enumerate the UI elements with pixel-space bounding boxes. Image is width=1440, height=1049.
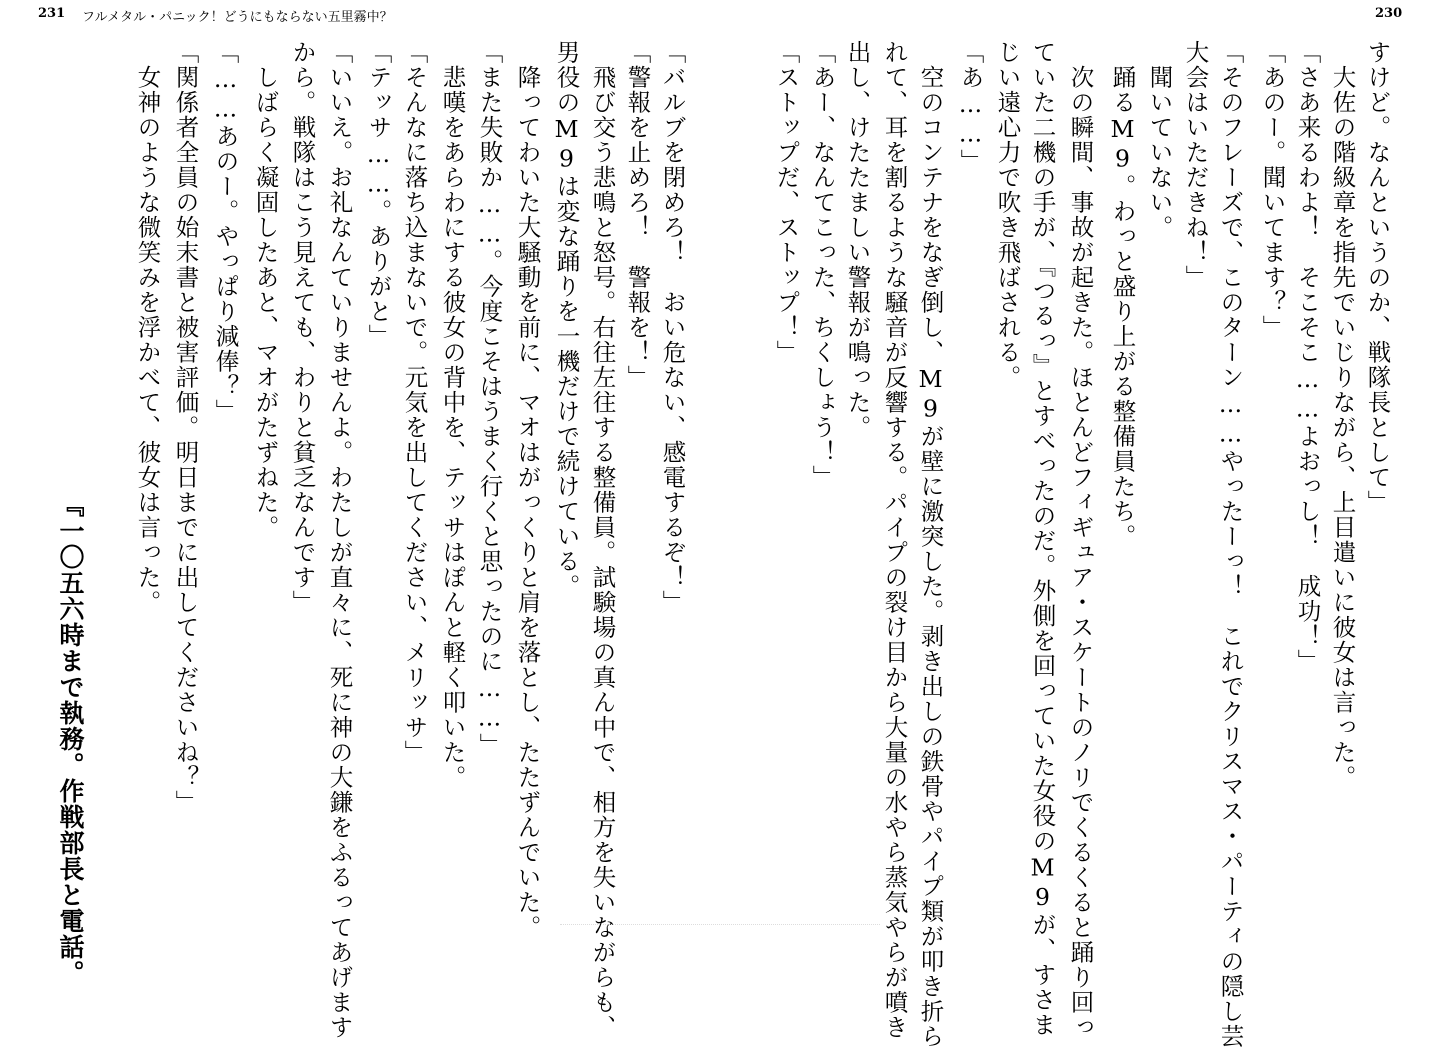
text-line: 「さあ来るわよ！ そこそこ……よおっし！ 成功！」: [1293, 40, 1322, 674]
text-line: 「……あのー。やっぱり減俸？」: [211, 40, 240, 424]
text-line: 「いいえ。お礼なんていりませんよ。わたしが直々に、死に神の大鎌をふるってあげます: [325, 40, 354, 1040]
text-line: 「そのフレーズで、このターン……やったーっ！ これでクリスマス・パーティの隠し芸: [1216, 40, 1245, 1049]
text-line: 大会はいただきね！」: [1181, 40, 1210, 290]
text-line: 「また失敗か……。今度こそはうまく行くと思ったのに……」: [475, 40, 504, 758]
right-page-number: 230: [1375, 6, 1403, 21]
text-line: 踊るM9。わっと盛り上がる整備員たち。: [1108, 40, 1137, 549]
text-line: すけど。なんというのか、戦隊長として」: [1363, 40, 1392, 515]
text-line: 聞いていない。: [1145, 40, 1174, 240]
text-line: ていた二機の手が、『つるっ』とすべったのだ。外側を回っていた女役のM9が、すさま: [1028, 40, 1057, 1038]
text-line: 「あー、なんてこった、ちくしょう！」: [808, 40, 837, 490]
left-page-number: 231: [38, 6, 66, 21]
text-line: 男役のM9は変な踊りを一機だけで続けている。: [552, 40, 581, 599]
text-line: から。戦隊はこう見えても、わりと貧乏なんです」: [288, 40, 317, 615]
text-line: 「バルブを閉めろ！ おい危ない、感電するぞ！」: [658, 40, 687, 615]
running-title: フルメタル・パニック！どうにもならない五里霧中？: [82, 10, 393, 25]
text-line: 飛び交う悲鳴と怒号。右往左往する整備員。試験場の真ん中で、相方を失いながらも、: [588, 40, 617, 1040]
text-line: 「警報を止めろ！ 警報を！」: [623, 40, 652, 390]
text-line: じい遠心力で吹き飛ばされる。: [993, 40, 1022, 390]
text-line: 悲嘆をあらわにする彼女の背中を、テッサはぽんと軽く叩いた。: [438, 40, 467, 790]
text-line: 次の瞬間、事故が起きた。ほとんどフィギュア・スケートのノリでくるくると踊り回っ: [1066, 40, 1095, 1040]
text-line: 降ってわいた大騒動を前に、マオはがっくりと肩を落とし、たたずんでいた。: [513, 40, 542, 940]
text-line: 「関係者全員の始末書と被害評価。明日までに出してくださいね？」: [171, 40, 200, 815]
text-line: 女神のような微笑みを浮かべて、彼女は言った。: [133, 40, 162, 615]
text-line: 「あ……」: [956, 40, 985, 174]
text-line: 「そんなに落ち込まないで。元気を出してください、メリッサ」: [400, 40, 429, 765]
text-line: しばらく凝固したあと、マオがたずねた。: [251, 40, 280, 540]
text-line: 「ストップだ、ストップ！」: [772, 40, 801, 365]
text-line: 大佐の階級章を指先でいじりながら、上目遣いに彼女は言った。: [1328, 40, 1357, 790]
text-line: 出し、けたたましい警報が鳴った。: [843, 40, 872, 440]
text-line: 「テッサ……。ありがと」: [364, 40, 393, 349]
text-line: 空のコンテナをなぎ倒し、M9が壁に激突した。剥き出しの鉄骨やパイプ類が叩き折ら: [916, 40, 945, 1049]
section-heading: 『一〇五六時まで執務。作戦部長と電話。: [56, 492, 85, 986]
text-line: れて、耳を割るような騒音が反響する。パイプの裂け目から大量の水やら蒸気やらが噴き: [880, 40, 909, 1040]
text-line: 「あのー。聞いてます？」: [1258, 40, 1287, 340]
page-divider: [560, 924, 880, 926]
